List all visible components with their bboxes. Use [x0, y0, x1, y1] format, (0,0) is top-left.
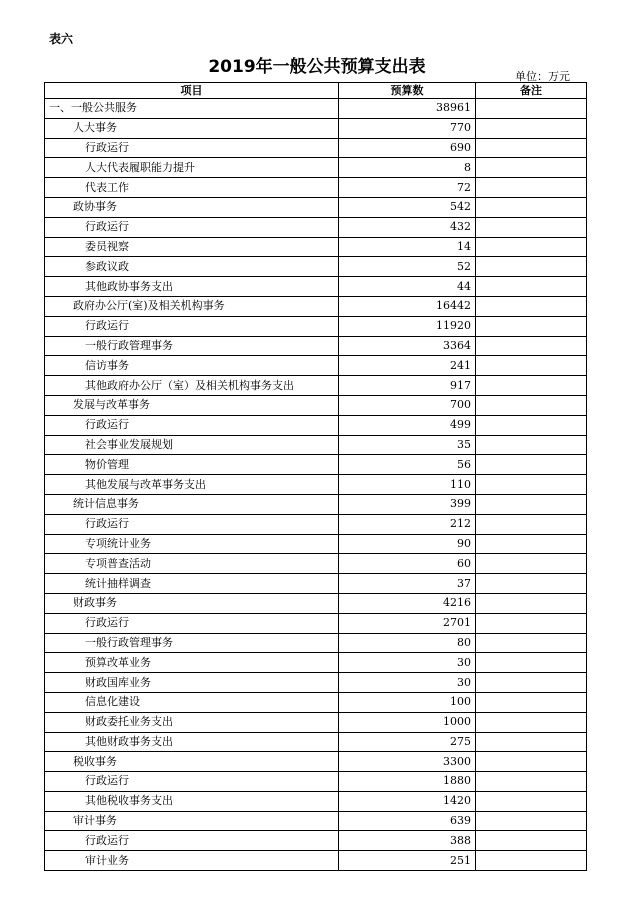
row-note — [476, 712, 587, 732]
table-row — [45, 455, 587, 475]
row-budget-value: 542 — [339, 197, 476, 217]
table-row — [45, 712, 587, 732]
row-item-name: 其他政府办公厅（室）及相关机构事务支出 — [45, 376, 339, 396]
row-item-name: 税收事务 — [45, 752, 339, 772]
table-row — [45, 554, 587, 574]
row-item-name: 其他税收事务支出 — [45, 791, 339, 811]
row-budget-value: 44 — [339, 277, 476, 297]
unit-label: 单位：万元 — [515, 70, 570, 83]
row-note — [476, 593, 587, 613]
row-item-name: 政府办公厅(室)及相关机构事务 — [45, 296, 339, 316]
row-item-name: 行政运行 — [45, 415, 339, 435]
row-note — [476, 455, 587, 475]
row-note — [476, 811, 587, 831]
row-item-name: 审计业务 — [45, 851, 339, 871]
row-item-name: 行政运行 — [45, 613, 339, 633]
row-budget-value: 499 — [339, 415, 476, 435]
table-row — [45, 613, 587, 633]
row-item-name: 统计信息事务 — [45, 494, 339, 514]
table-row — [45, 514, 587, 534]
table-row — [45, 435, 587, 455]
row-budget-value: 639 — [339, 811, 476, 831]
table-row — [45, 475, 587, 495]
row-budget-value: 14 — [339, 237, 476, 257]
table-row — [45, 237, 587, 257]
row-note — [476, 376, 587, 396]
row-item-name: 代表工作 — [45, 178, 339, 198]
row-note — [476, 435, 587, 455]
table-row — [45, 197, 587, 217]
row-budget-value: 60 — [339, 554, 476, 574]
row-item-name: 行政运行 — [45, 772, 339, 792]
table-label: 表六 — [49, 32, 74, 46]
row-item-name: 其他政协事务支出 — [45, 277, 339, 297]
row-budget-value: 241 — [339, 356, 476, 376]
row-item-name: 社会事业发展规划 — [45, 435, 339, 455]
table-row — [45, 415, 587, 435]
row-budget-value: 80 — [339, 633, 476, 653]
row-note — [476, 158, 587, 178]
row-item-name: 一般行政管理事务 — [45, 336, 339, 356]
table-row — [45, 138, 587, 158]
table-row — [45, 356, 587, 376]
table-row — [45, 178, 587, 198]
table-row — [45, 336, 587, 356]
row-budget-value: 700 — [339, 395, 476, 415]
row-budget-value: 110 — [339, 475, 476, 495]
table-row — [45, 653, 587, 673]
row-item-name: 人大事务 — [45, 118, 339, 138]
page-title: 2019年一般公共预算支出表 — [208, 57, 426, 77]
row-note — [476, 138, 587, 158]
row-item-name: 行政运行 — [45, 217, 339, 237]
row-note — [476, 415, 587, 435]
row-item-name: 行政运行 — [45, 831, 339, 851]
row-item-name: 专项统计业务 — [45, 534, 339, 554]
table-row — [45, 99, 587, 119]
row-note — [476, 336, 587, 356]
row-note — [476, 831, 587, 851]
row-budget-value: 56 — [339, 455, 476, 475]
table-body — [45, 99, 587, 871]
header-note: 备注 — [476, 83, 587, 99]
table-row — [45, 811, 587, 831]
budget-table — [44, 82, 587, 871]
row-item-name: 信访事务 — [45, 356, 339, 376]
row-note — [476, 613, 587, 633]
table-row — [45, 257, 587, 277]
row-note — [476, 296, 587, 316]
row-note — [476, 178, 587, 198]
row-budget-value: 90 — [339, 534, 476, 554]
row-note — [476, 752, 587, 772]
row-note — [476, 514, 587, 534]
table-row — [45, 217, 587, 237]
row-budget-value: 35 — [339, 435, 476, 455]
table-row — [45, 376, 587, 396]
row-budget-value: 11920 — [339, 316, 476, 336]
row-budget-value: 30 — [339, 653, 476, 673]
row-budget-value: 38961 — [339, 99, 476, 119]
row-note — [476, 554, 587, 574]
row-note — [476, 791, 587, 811]
row-item-name: 统计抽样调查 — [45, 574, 339, 594]
row-item-name: 其他财政事务支出 — [45, 732, 339, 752]
row-item-name: 行政运行 — [45, 514, 339, 534]
table-row — [45, 494, 587, 514]
row-note — [476, 316, 587, 336]
row-item-name: 一般行政管理事务 — [45, 633, 339, 653]
row-note — [476, 673, 587, 693]
row-budget-value: 72 — [339, 178, 476, 198]
row-budget-value: 30 — [339, 673, 476, 693]
row-budget-value: 1000 — [339, 712, 476, 732]
row-note — [476, 118, 587, 138]
row-budget-value: 100 — [339, 692, 476, 712]
header-amount: 预算数 — [339, 83, 476, 99]
table-row — [45, 791, 587, 811]
row-item-name: 行政运行 — [45, 316, 339, 336]
row-item-name: 行政运行 — [45, 138, 339, 158]
row-budget-value: 690 — [339, 138, 476, 158]
row-budget-value: 917 — [339, 376, 476, 396]
row-item-name: 人大代表履职能力提升 — [45, 158, 339, 178]
table-row — [45, 118, 587, 138]
row-budget-value: 8 — [339, 158, 476, 178]
row-note — [476, 534, 587, 554]
row-item-name: 发展与改革事务 — [45, 395, 339, 415]
table-row — [45, 593, 587, 613]
row-budget-value: 212 — [339, 514, 476, 534]
row-note — [476, 395, 587, 415]
table-row — [45, 752, 587, 772]
row-item-name: 其他发展与改革事务支出 — [45, 475, 339, 495]
row-budget-value: 1420 — [339, 791, 476, 811]
row-note — [476, 217, 587, 237]
table-row — [45, 692, 587, 712]
row-item-name: 政协事务 — [45, 197, 339, 217]
row-note — [476, 732, 587, 752]
row-note — [476, 99, 587, 119]
row-note — [476, 574, 587, 594]
row-budget-value: 37 — [339, 574, 476, 594]
row-item-name: 委员视察 — [45, 237, 339, 257]
row-budget-value: 52 — [339, 257, 476, 277]
row-item-name: 一、一般公共服务 — [45, 99, 339, 119]
row-item-name: 信息化建设 — [45, 692, 339, 712]
row-note — [476, 653, 587, 673]
row-budget-value: 16442 — [339, 296, 476, 316]
row-item-name: 审计事务 — [45, 811, 339, 831]
row-item-name: 物价管理 — [45, 455, 339, 475]
header-item: 项目 — [45, 83, 339, 99]
row-note — [476, 475, 587, 495]
row-note — [476, 257, 587, 277]
row-note — [476, 851, 587, 871]
row-budget-value: 1880 — [339, 772, 476, 792]
row-budget-value: 432 — [339, 217, 476, 237]
row-item-name: 财政委托业务支出 — [45, 712, 339, 732]
table-row — [45, 633, 587, 653]
table-row — [45, 277, 587, 297]
row-item-name: 预算改革业务 — [45, 653, 339, 673]
table-row — [45, 158, 587, 178]
table-row — [45, 831, 587, 851]
row-budget-value: 399 — [339, 494, 476, 514]
row-note — [476, 237, 587, 257]
row-note — [476, 277, 587, 297]
row-note — [476, 197, 587, 217]
table-row — [45, 574, 587, 594]
table-row — [45, 534, 587, 554]
table-header-row — [45, 83, 587, 99]
row-budget-value: 251 — [339, 851, 476, 871]
row-item-name: 参政议政 — [45, 257, 339, 277]
row-note — [476, 494, 587, 514]
table-row — [45, 772, 587, 792]
row-budget-value: 770 — [339, 118, 476, 138]
row-note — [476, 772, 587, 792]
row-item-name: 财政事务 — [45, 593, 339, 613]
table-row — [45, 316, 587, 336]
row-note — [476, 633, 587, 653]
table-row — [45, 732, 587, 752]
table-row — [45, 395, 587, 415]
row-budget-value: 388 — [339, 831, 476, 851]
row-budget-value: 275 — [339, 732, 476, 752]
table-row — [45, 296, 587, 316]
row-item-name: 财政国库业务 — [45, 673, 339, 693]
row-budget-value: 2701 — [339, 613, 476, 633]
row-budget-value: 3364 — [339, 336, 476, 356]
row-note — [476, 356, 587, 376]
row-note — [476, 692, 587, 712]
row-item-name: 专项普查活动 — [45, 554, 339, 574]
table-row — [45, 851, 587, 871]
row-budget-value: 3300 — [339, 752, 476, 772]
table-row — [45, 673, 587, 693]
row-budget-value: 4216 — [339, 593, 476, 613]
